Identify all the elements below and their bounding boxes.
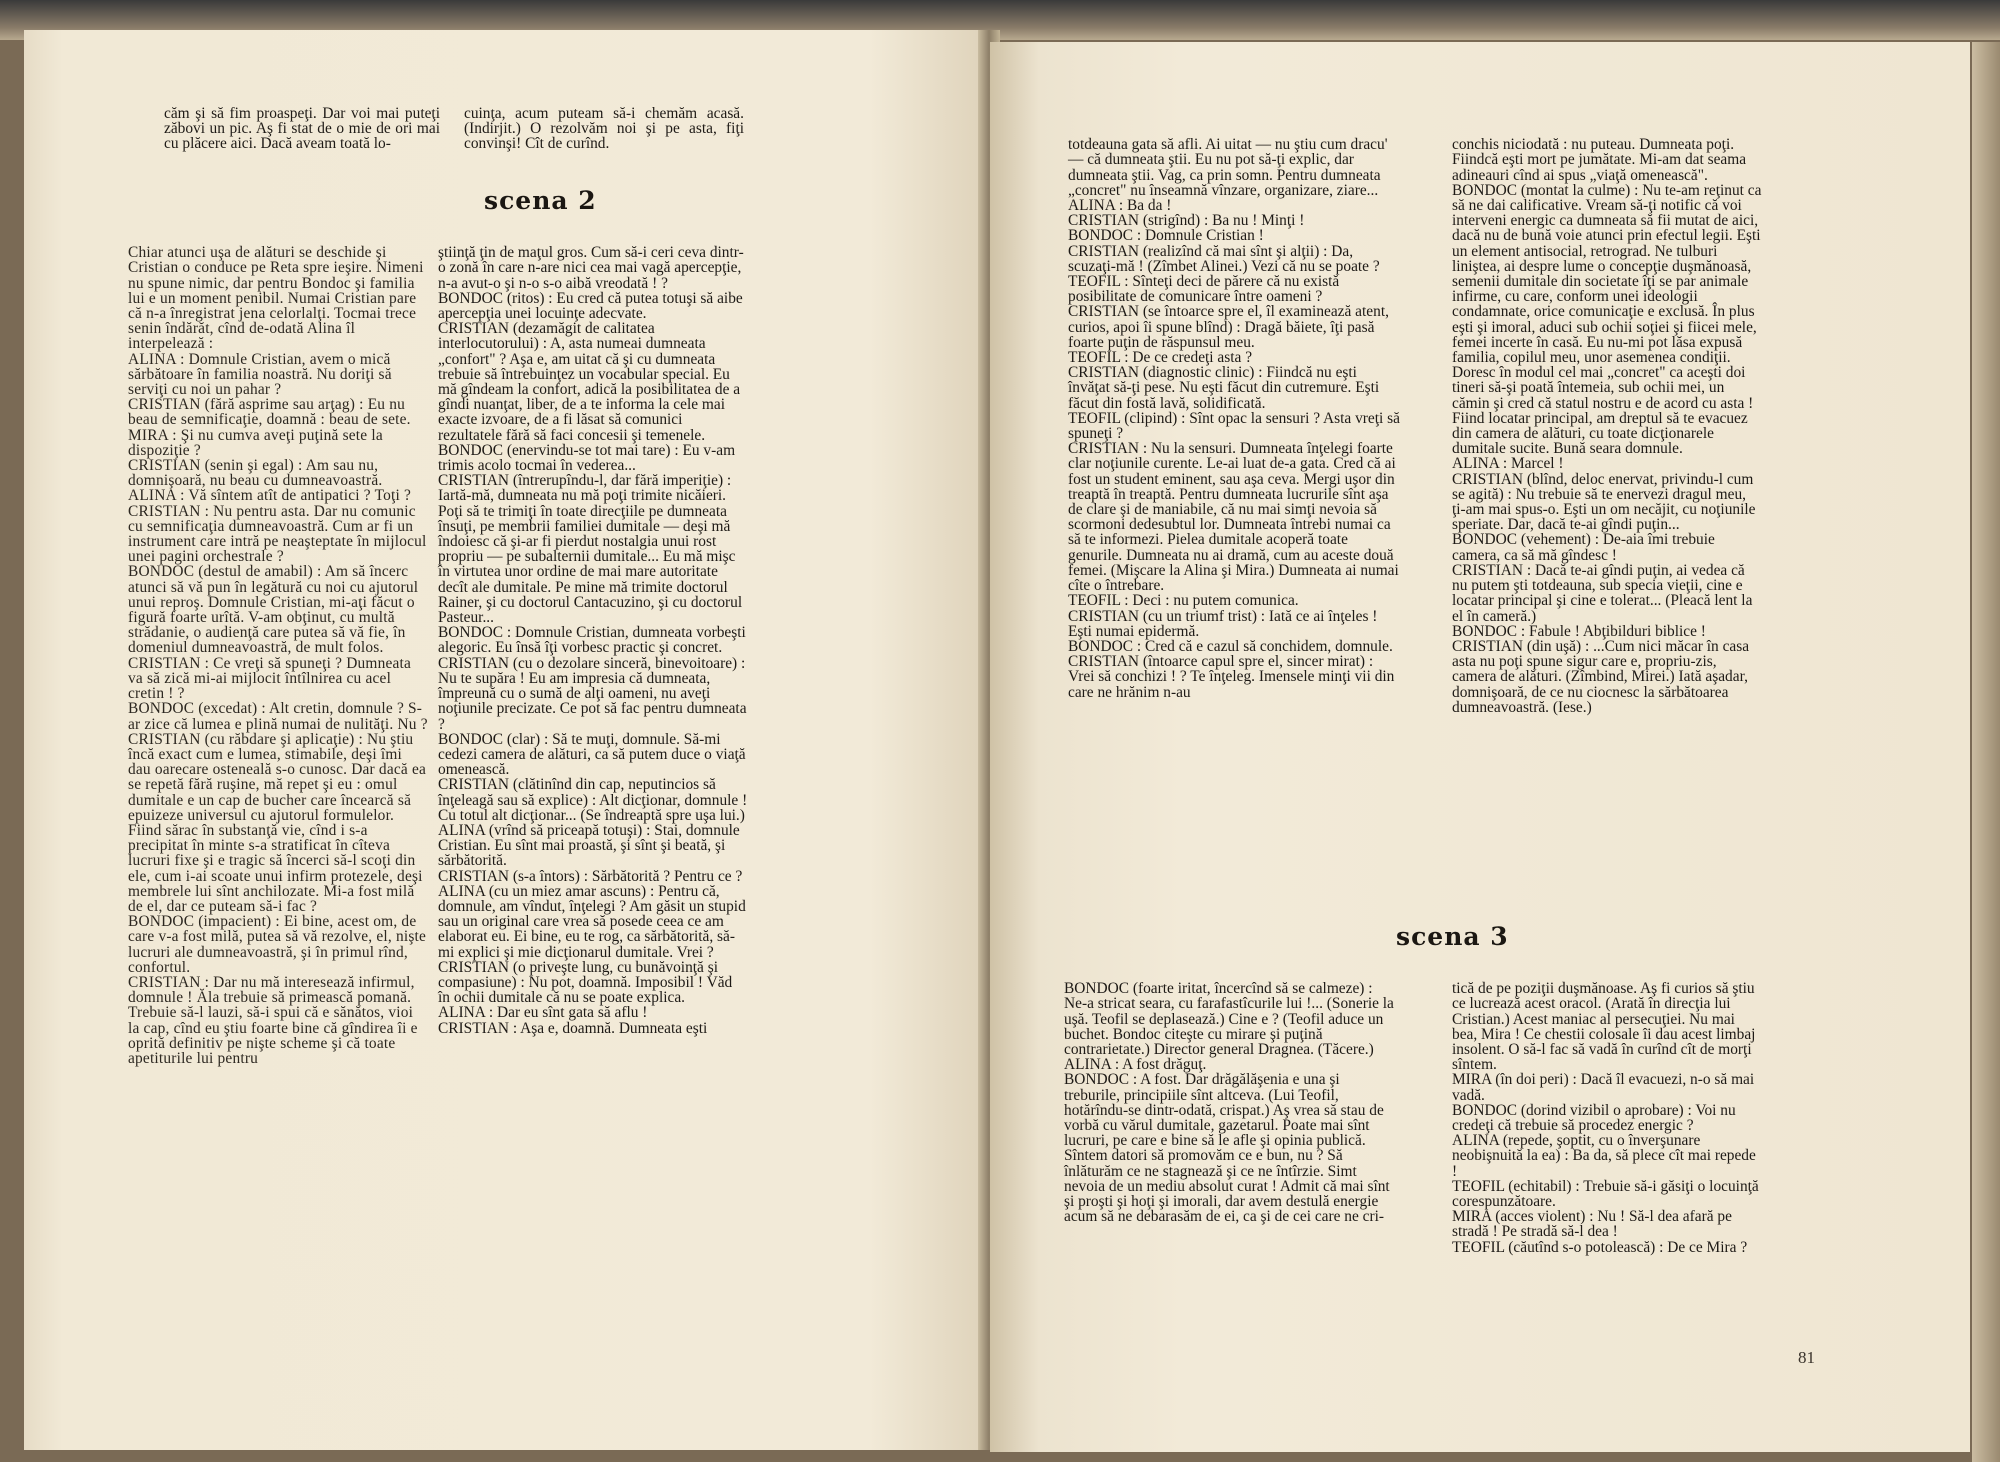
left-top-column-1: căm şi să fim proaspeţi. Dar voi mai puteţi zăbovi un pic. Aş fi stat de o mie de ori mai cu plăcere aici. Dacă aveam toată lo- — [164, 105, 440, 153]
left-page — [24, 30, 984, 1450]
right-column-1-text: totdeauna gata să afli. Ai uitat — nu ştiu cum dracu' — că dumneata ştii. Eu nu pot să-ţi explic, dar dumneata ştii. Vag, ca prin somn. Pentru dumneata „concret" nu înseamnă vînzare, organizare, ziare... ALINA : Ba da ! CRISTIAN (strigînd) : Ba nu ! Minţi ! BONDOC : Domnule Cristian ! CRISTIAN (realizînd că mai sînt şi alţii) : Da, scuzaţi-mă ! (Zîmbet Alinei.) Vezi că nu se poate ? TEOFIL : Sînteţi deci de părere că nu există posibilitate de comunicare între oameni ? CRISTIAN (se întoarce spre el, îl examinează atent, curios, apoi îi spune blînd) : Dragă băiete, îţi pasă foarte puţin de răspunsul meu. TEOFIL : De ce credeţi asta ? CRISTIAN (diagnostic clinic) : Fiindcă nu eşti învăţat să-ţi pese. Nu eşti făcut din cutremure. Eşti făcut din fostă lavă, solidificată. TEOFIL (clipind) : Sînt opac la sensuri ? Asta vreţi să spuneţi ? CRISTIAN : Nu la sensuri. Dumneata înţelegi foarte clar noţiunile curente. Le-ai luat de-a gata. Cred că ai fost un student eminent, sau aşa ceva. Mergi uşor din treaptă în treaptă. Pentru dumneata lucrurile sînt aşa de clare şi de maniabile, că nu mai simţi nevoia să scormoni dedesubtul lor. Dumneata întrebi numai ca să te informezi. Pielea dumitale acoperă toate genurile. Dumneata nu ai dramă, cum au aceste două femei. (Mişcare la Alina şi Mira.) Dumneata ai numai cîte o întrebare. TEOFIL : Deci : nu putem comunica. CRISTIAN (cu un triumf trist) : Iată ce ai înţeles ! Eşti numai epidermă. BONDOC : Cred că e cazul să conchidem, domnule. CRISTIAN (întoarce capul spre el, sincer mirat) : Vrei să conchizi ! ? Te înţeleg. Imensele minţi vii din care ne hrănim n-au — [1068, 136, 1400, 701]
scene-heading-2: scena 2 — [484, 186, 597, 215]
scene-heading-3: scena 3 — [1396, 922, 1509, 951]
right-column-4-text: tică de pe poziţii duşmănoase. Aş fi curios să ştiu ce lucrează acest oracol. (Arată în direcţia lui Cristian.) Acest maniac al persecuţiei. Nu mai bea, Mira ! Ce chestii colosale îi dau acest limbaj insolent. O să-l fac să vadă în curînd cît de morţi sîntem. MIRA (în doi peri) : Dacă îl evacuezi, n-o să mai vadă. BONDOC (dorind vizibil o aprobare) : Voi nu credeţi că trebuie să procedez energic ? ALINA (repede, şoptit, cu o înverşunare neobişnuită la ea) : Ba da, să plece cît mai repede ! TEOFIL (echitabil) : Trebuie să-i găsiţi o locuinţă corespunzătoare. MIRA (acces violent) : Nu ! Să-l dea afară pe stradă ! Pe stradă să-l dea ! TEOFIL (căutînd s-o potolească) : De ce Mira ? — [1452, 980, 1759, 1256]
right-column-3-text: BONDOC (foarte iritat, încercînd să se calmeze) : Ne-a stricat seara, cu farafastîcurile lui !... (Sonerie la uşă. Teofil se deplasează.) Cine e ? (Teofil aduce un buchet. Bondoc citeşte cu mirare şi puţină contrarietate.) Director general Dragnea. (Tăcere.) ALINA : A fost drăguţ. BONDOC : A fost. Dar drăgălăşenia e una şi treburile, principiile sînt altceva. (Lui Teofil, hotărîndu-se dintr-odată, crispat.) Aş vrea să stau de vorbă cu vărul dumitale, gazetarul. Poate mai sînt lucruri, pe care e bine să le afle şi opinia publică. Sîntem datori să promovăm ce e bun, nu ? Să înlăturăm ce ne stagnează şi ce ne întîrzie. Simt nevoia de un mediu absolut curat ! Admit că mai sînt şi proşti şi hoţi şi imorali, dar avem destulă energie acum să ne debarasăm de ei, ca şi de cei care ne cri- — [1064, 980, 1394, 1226]
right-page — [990, 42, 1970, 1452]
left-top-column-2: cuinţa, acum puteam să-i chemăm acasă. (Indirjit.) O rezolvăm noi şi pe asta, fiţi convinşi! Cît de curînd. — [464, 105, 744, 153]
left-column-2-text: ştiinţă ţin de maţul gros. Cum să-i ceri ceva dintr-o zonă în care n-are nici cea mai vagă apercepţie, n-a avut-o şi n-o s-o aibă vreodată ! ? BONDOC (ritos) : Eu cred că putea totuşi să aibe apercepţia unei locuinţe adecvate. CRISTIAN (dezamăgit de calitatea interlocutorului) : A, asta numeai dumneata „confort" ? Aşa e, am uitat că şi cu dumneata trebuie să întrebuinţez un vocabular special. Eu mă gîndeam la confort, adică la posibilitatea de a gîndi nuanţat, liber, de a te informa la cele mai exacte izvoare, de a fi lăsat să comunici rezultatele fără să faci concesii şi temenele. BONDOC (enervindu-se tot mai tare) : Eu v-am trimis acolo tocmai în vederea... CRISTIAN (întrerupîndu-l, dar fără imperiţie) : Iartă-mă, dumneata nu mă poţi trimite nicăieri. Poţi să te trimiţi în toate direcţiile pe dumneata însuţi, pe membrii familiei dumitale — deşi mă îndoiesc că şi-ar fi pierdut nostalgia unui rost propriu — pe subalternii dumitale... Eu mă mişc în virtutea unor ordine de mai mare autoritate decît ale dumitale. Pe mine mă trimite doctorul Rainer, şi cu doctorul Cantacuzino, şi cu doctorul Pasteur... BONDOC : Domnule Cristian, dumneata vorbeşti alegoric. Eu însă îţi vorbesc practic şi concret. CRISTIAN (cu o dezolare sinceră, binevoitoare) : Nu te supăra ! Eu am impresia că dumneata, împreună cu o sumă de alţi oameni, nu aveţi noţiunile precizate. Ce pot să fac pentru dumneata ? BONDOC (clar) : Să te muţi, domnule. Să-mi cedezi camera de alături, ca să putem duce o viaţă omenească. CRISTIAN (clătinînd din cap, neputincios să înţeleagă sau să explice) : Alt dicţionar, domnule ! Cu totul alt dicţionar... (Se îndreaptă spre uşa lui.) ALINA (vrînd să priceapă totuşi) : Stai, domnule Cristian. Eu sînt mai proastă, şi sînt şi beată, şi sărbătorită. CRISTIAN (s-a întors) : Sărbătorită ? Pentru ce ? ALINA (cu un miez amar ascuns) : Pentru că, domnule, am vîndut, înţelegi ? Am găsit un stupid sau un original care vrea să posede ceea ce am elaborat eu. Ei bine, eu te rog, ca sărbătorită, să-mi explici şi mie dicţionarul dumitale. Vrei ? CRISTIAN (o priveşte lung, cu bunăvoinţă şi compasiune) : Nu pot, doamnă. Imposibil ! Văd în ochii dumitale că nu se poate explica. ALINA : Dar eu sînt gata să aflu ! CRISTIAN : Aşa e, doamnă. Dumneata eşti — [438, 244, 748, 1037]
book-edge-right — [1972, 42, 2000, 1462]
left-column-1-text: Chiar atunci uşa de alături se deschide şi Cristian o conduce pe Reta spre ieşire. Nimeni nu spune nimic, dar pentru Bondoc şi familia lui e un moment penibil. Numai Cristian pare că n-a înregistrat jena celorlalţi. Tocmai trece senin îndărăt, cînd de-odată Alina îl interpelează : ALINA : Domnule Cristian, avem o mică sărbătoare în familia noastră. Nu doriţi să serviţi cu noi un pahar ? CRISTIAN (fără asprime sau arţag) : Eu nu beau de semnificaţie, doamnă : beau de sete. MIRA : Şi nu cumva aveţi puţină sete la dispoziţie ? CRISTIAN (senin şi egal) : Am sau nu, domnişoară, nu beau cu dumneavoastră. ALINA : Vă sîntem atît de antipatici ? Toţi ? CRISTIAN : Nu pentru asta. Dar nu comunic cu semnificaţia dumneavoastră. Cum ar fi un instrument care intră pe neaşteptate în mijlocul unei pagini orchestrale ? BONDOC (destul de amabil) : Am să încerc atunci să vă pun în legătură cu noi cu ajutorul unui reproş. Domnule Cristian, mi-aţi făcut o figură foarte urîtă. V-am obţinut, cu multă strădanie, o audienţă care putea să vă fie, în domeniul dumneavoastră, de mult folos. CRISTIAN : Ce vreţi să spuneţi ? Dumneata va să zică mi-ai mijlocit întîlnirea cu acel cretin ! ? BONDOC (excedat) : Alt cretin, domnule ? S-ar zice că lumea e plină numai de nulităţi. Nu ? CRISTIAN (cu răbdare şi aplicaţie) : Nu ştiu încă exact cum e lumea, stimabile, deşi îmi dau oarecare osteneală s-o cunosc. Dar dacă ea se repetă fără ruşine, mă repet şi eu : omul dumitale e un cap de bucher care încearcă să epuizeze universul cu ajutorul formulelor. Fiind sărac în substanţă vie, cînd i s-a precipitat în minte s-a stratificat în cîteva lucruri fixe şi e tragic să încerci să-l scoţi din ele, cum i-ai scoate unui infirm protezele, deşi membrele lui sînt anchilozate. Mi-a fost milă de el, dar ce puteam să-i fac ? BONDOC (impacient) : Ei bine, acest om, de care v-a fost milă, putea să vă rezolve, el, nişte lucruri ale dumneavoastră, şi în primul rînd, confortul. CRISTIAN : Dar nu mă interesează infirmul, domnule ! Ăla trebuie să primească pomană. Trebuie să-l lauzi, să-i spui că e sănătos, vioi la cap, cînd eu ştiu foarte bine că gîndirea îi e oprită definitiv pe nişte scheme şi că toate apetiturile lui pentru — [128, 244, 428, 1067]
page-number: 81 — [1798, 1348, 1815, 1367]
right-column-2-text: conchis niciodată : nu puteau. Dumneata poţi. Fiindcă eşti mort pe jumătate. Mi-am dat seama adineauri cînd ai spus „viaţă omenească". BONDOC (montat la culme) : Nu te-am reţinut ca să ne dai calificative. Vream să-ţi notific că voi interveni energic ca dumneata să fii mutat de aici, dacă nu de bună voie atunci prin efectul legii. Eşti un element antisocial, retrograd. Ne tulburi liniştea, ai despre lume o concepţie duşmănoasă, semenii dumitale din societate îţi se par animale infirme, cu care, conform unei ideologii condamnate, orice comunicaţie e exclusă. În plus eşti şi imoral, aduci sub ochii soţiei şi fiicei mele, femei incerte în casă. Eu nu-mi pot lăsa expusă familia, copilul meu, unor asemenea condiţii. Doresc în modul cel mai „concret" ca aceşti doi tineri să-şi poată întemeia, sub ochii mei, un cămin şi cred că statul nostru e de acord cu asta ! Fiind locatar principal, am dreptul să te evacuez din camera de alături, cu toate dicţionarele dumitale sucite. Bună seara domnule. ALINA : Marcel ! CRISTIAN (blînd, deloc enervat, privindu-l cum se agită) : Nu trebuie să te enervezi dragul meu, ţi-am mai spus-o. Eşti un om necăjit, cu noţiunile speriate. Dar, dacă te-ai gîndi puţin... BONDOC (vehement) : De-aia îmi trebuie camera, ca să mă gîndesc ! CRISTIAN : Dacă te-ai gîndi puţin, ai vedea că nu putem şti totdeauna, sub specia vieţii, cine e locatar principal şi cine e tolerat... (Pleacă lent la el în cameră.) BONDOC : Fabule ! Abţibilduri biblice ! CRISTIAN (din uşă) : ...Cum nici măcar în casa asta nu poţi spune sigur care e, propriu-zis, camera de alături. (Zîmbind, Mirei.) Iată aşadar, domnişoară, de ce nu ciocnesc la sărbătoarea dumneavoastră. (Iese.) — [1452, 136, 1762, 716]
